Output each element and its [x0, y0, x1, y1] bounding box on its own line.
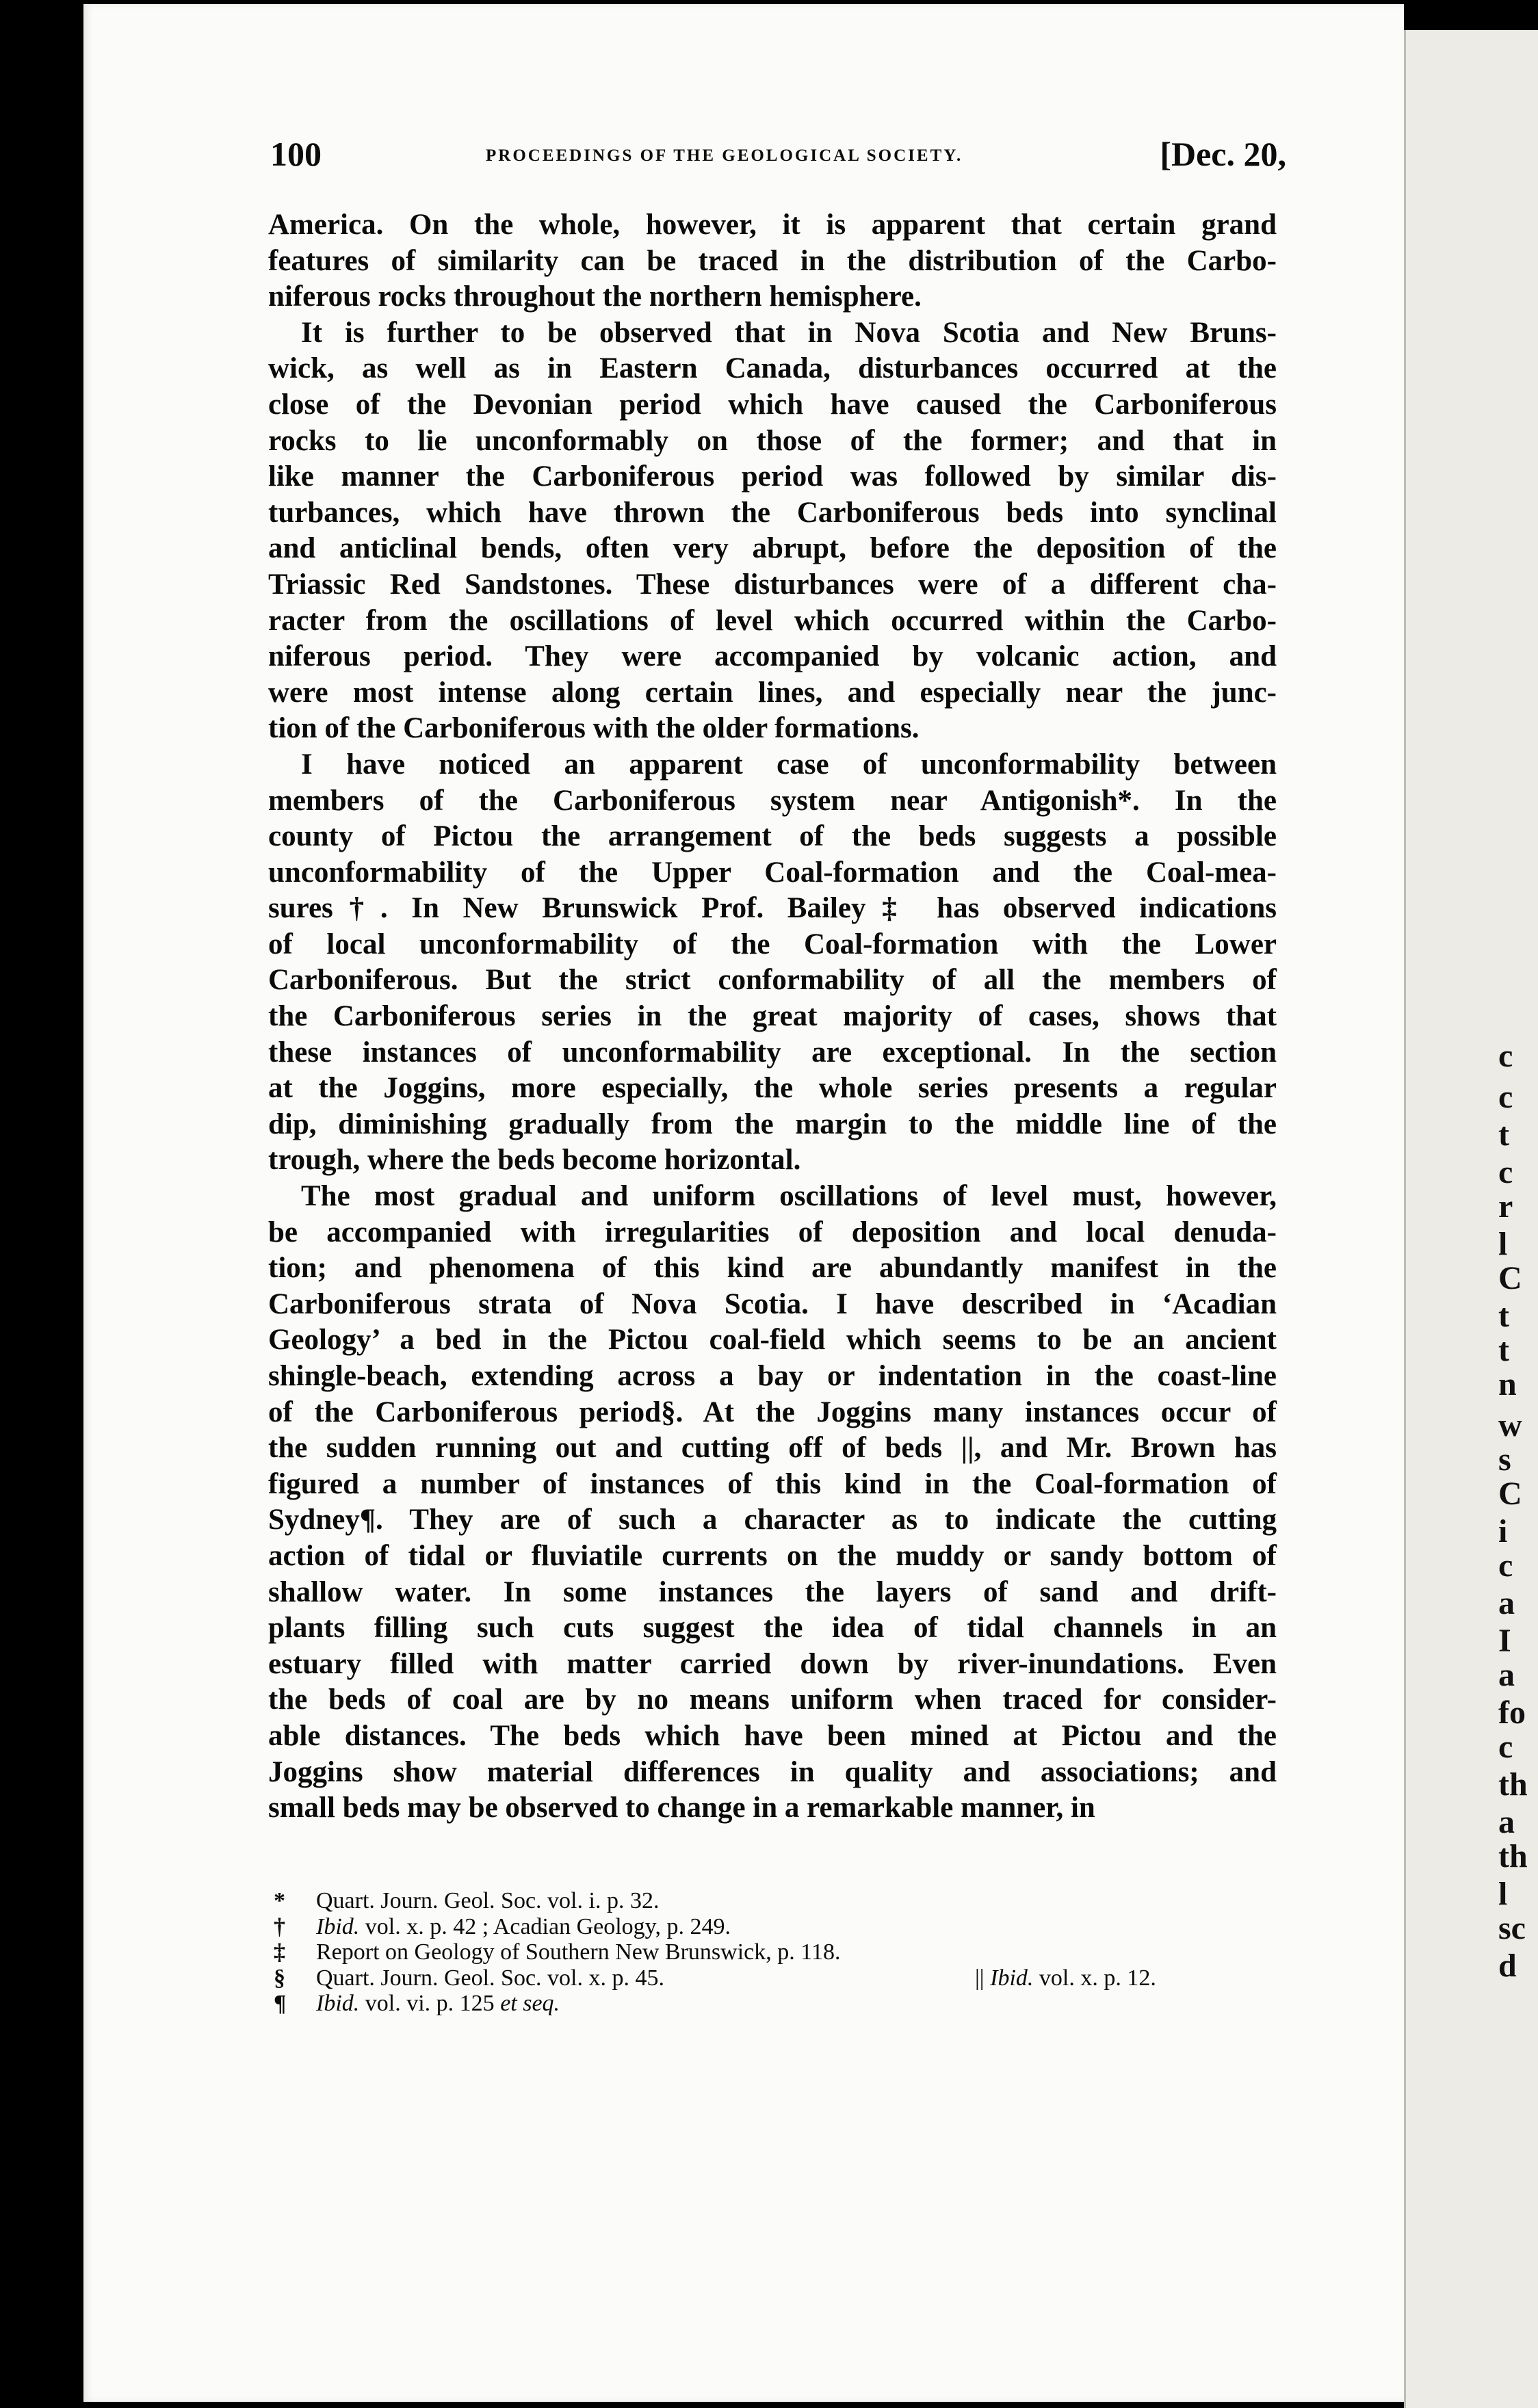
text-line: Carboniferous. But the strict conformability of all the members of — [268, 964, 1277, 997]
footnotes — [274, 1888, 1286, 2017]
footnote-aside: || Ibid. vol. x. p. 12. — [975, 1965, 1156, 1991]
footnote — [274, 1991, 1286, 2017]
text-line: Joggins show material differences in quality and associations; and — [268, 1755, 1277, 1788]
text-line: unconformability of the Upper Coal-formation and the Coal-mea- — [268, 856, 1277, 889]
edge-letter: l — [1498, 1878, 1508, 1911]
edge-letter: t — [1498, 1334, 1509, 1367]
edge-letter: th — [1498, 1840, 1528, 1873]
footnote-mark: § — [274, 1965, 285, 1991]
text-line: shingle-beach, extending across a bay or indentation in the coast-line — [268, 1360, 1277, 1392]
text-line: figured a number of instances of this kind in the Coal-formation of — [268, 1467, 1277, 1500]
text-line: like manner the Carboniferous period was followed by similar dis- — [268, 460, 1277, 493]
text-line: small beds may be observed to change in a remarkable manner, in — [268, 1792, 1095, 1824]
text-line: plants filling such cuts suggest the idea of tidal channels in an — [268, 1612, 1277, 1645]
footnote-mark: * — [274, 1888, 285, 1913]
running-head — [270, 130, 1286, 178]
footnote-mark: † — [274, 1913, 285, 1939]
footnote-text: Quart. Journ. Geol. Soc. vol. i. p. 32. — [316, 1888, 660, 1913]
text-line: close of the Devonian period which have caused the Carboniferous — [268, 388, 1277, 421]
footnote — [274, 1914, 1286, 1940]
edge-letter: c — [1498, 1731, 1513, 1764]
text-line: estuary filled with matter carried down by river-inundations. Even — [268, 1647, 1277, 1680]
text-line: I have noticed an apparent case of unconformability between — [301, 748, 1277, 781]
edge-letter: a — [1498, 1806, 1515, 1839]
text-line: tion of the Carboniferous with the older formations. — [268, 712, 920, 745]
text-line: Geology’ a bed in the Pictou coal-field which seems to be an ancient — [268, 1324, 1277, 1357]
text-line: these instances of unconformability are exceptional. In the section — [268, 1036, 1277, 1069]
edge-letter: a — [1498, 1587, 1515, 1620]
text-line: the beds of coal are by no means uniform when traced for consider- — [268, 1684, 1277, 1716]
text-line: be accompanied with irregularities of deposition and local denuda- — [268, 1216, 1277, 1248]
edge-letter: t — [1498, 1300, 1509, 1333]
journal-title: PROCEEDINGS OF THE GEOLOGICAL SOCIETY. — [486, 146, 963, 165]
footnote — [274, 1939, 1286, 1965]
text-line: county of Pictou the arrangement of the beds suggests a possible — [268, 820, 1277, 853]
edge-letter: c — [1498, 1549, 1513, 1582]
text-line: at the Joggins, more especially, the whole series presents a regular — [268, 1072, 1277, 1105]
text-line: members of the Carboniferous system near Antigonish*. In the — [268, 784, 1277, 817]
body-text — [268, 207, 1277, 1827]
text-line: the Carboniferous series in the great majority of cases, shows that — [268, 1000, 1277, 1033]
text-line: of the Carboniferous period§. At the Joggins many instances occur of — [268, 1396, 1277, 1428]
text-line: dip, diminishing gradually from the margin to the middle line of the — [268, 1108, 1277, 1140]
edge-letter: i — [1498, 1515, 1508, 1548]
running-date: [Dec. 20, — [1160, 135, 1286, 173]
text-line: The most gradual and uniform oscillations of level must, however, — [301, 1180, 1277, 1213]
edge-letter: t — [1498, 1118, 1509, 1151]
footnote-mark: ‡ — [274, 1939, 285, 1965]
text-line: action of tidal or fluviatile currents on the muddy or sandy bottom of — [268, 1539, 1277, 1572]
edge-letter: d — [1498, 1950, 1517, 1982]
text-line: niferous period. They were accompanied by volcanic action, and — [268, 640, 1277, 673]
footnote — [274, 1965, 1286, 1991]
edge-letter: c — [1498, 1156, 1513, 1189]
edge-letter: c — [1498, 1081, 1513, 1114]
edge-letter: c — [1498, 1040, 1513, 1073]
text-line: racter from the oscillations of level which occurred within the Carbo- — [268, 604, 1277, 637]
footnote-text: Ibid. vol. x. p. 42 ; Acadian Geology, p. 249. — [316, 1913, 731, 1939]
edge-letter: sc — [1498, 1912, 1526, 1945]
edge-letter: w — [1498, 1409, 1522, 1442]
text-line: the sudden running out and cutting off of beds ||, and Mr. Brown has — [268, 1432, 1277, 1465]
text-line: rocks to lie unconformably on those of the former; and that in — [268, 424, 1277, 457]
text-line: tion; and phenomena of this kind are abundantly manifest in the — [268, 1252, 1277, 1285]
edge-letter: a — [1498, 1659, 1515, 1692]
edge-letter: n — [1498, 1368, 1517, 1401]
text-line: Triassic Red Sandstones. These disturbances were of a different cha- — [268, 568, 1277, 601]
text-line: Carboniferous strata of Nova Scotia. I have described in ‘Acadian — [268, 1287, 1277, 1320]
page-number: 100 — [270, 135, 322, 173]
text-line: and anticlinal bends, often very abrupt, before the deposition of the — [268, 532, 1277, 565]
footnote-text: Quart. Journ. Geol. Soc. vol. x. p. 45. — [316, 1965, 665, 1991]
text-line: sures†. In New Brunswick Prof. Bailey‡ has observed indications — [268, 892, 1277, 925]
text-line: turbances, which have thrown the Carboniferous beds into synclinal — [268, 496, 1277, 529]
edge-letter: s — [1498, 1443, 1511, 1476]
text-line: Sydney¶. They are of such a character as to indicate the cutting — [268, 1504, 1277, 1536]
text-line: shallow water. In some instances the layers of sand and drift- — [268, 1575, 1277, 1608]
footnote — [274, 1888, 1286, 1914]
edge-letter: r — [1498, 1190, 1513, 1223]
text-line: America. On the whole, however, it is apparent that certain grand — [268, 209, 1277, 241]
text-line: able distances. The beds which have been mined at Pictou and the — [268, 1719, 1277, 1752]
text-line: of local unconformability of the Coal-formation with the Lower — [268, 928, 1277, 960]
text-line: It is further to be observed that in Nova Scotia and New Bruns- — [301, 316, 1277, 349]
edge-letter: l — [1498, 1228, 1508, 1261]
footnote-text: Report on Geology of Southern New Brunswick, p. 118. — [316, 1939, 841, 1965]
footnote-text: Ibid. vol. vi. p. 125 et seq. — [316, 1991, 560, 2016]
text-line: features of similarity can be traced in the distribution of the Carbo- — [268, 244, 1277, 277]
text-line: niferous rocks throughout the northern hemisphere. — [268, 280, 922, 313]
text-line: trough, where the beds become horizontal. — [268, 1144, 801, 1177]
edge-letter: fo — [1498, 1697, 1526, 1729]
edge-letter: C — [1498, 1262, 1522, 1295]
edge-letter: I — [1498, 1625, 1511, 1658]
text-line: were most intense along certain lines, and especially near the junc- — [268, 676, 1277, 709]
footnote-mark: ¶ — [274, 1991, 287, 2016]
edge-letter: C — [1498, 1478, 1522, 1510]
text-line: wick, as well as in Eastern Canada, disturbances occurred at the — [268, 352, 1277, 385]
edge-letter: th — [1498, 1768, 1528, 1801]
